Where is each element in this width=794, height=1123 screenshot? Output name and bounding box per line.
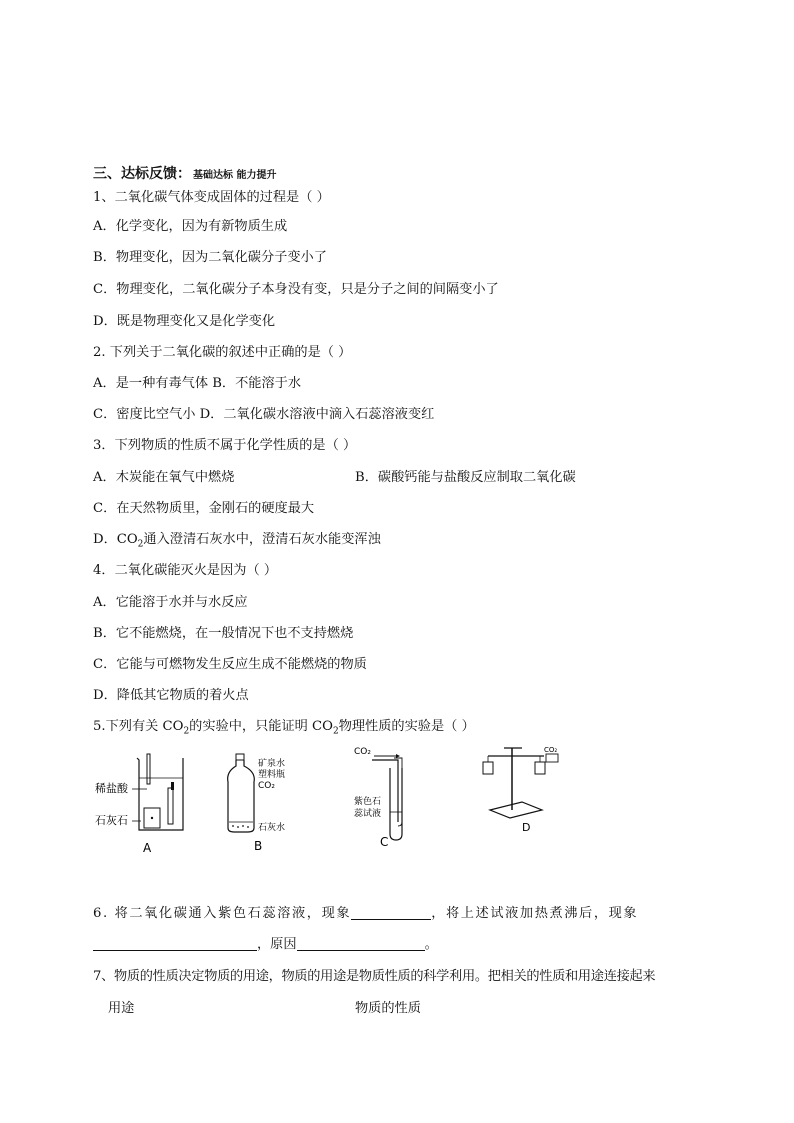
q6-blank-phenomenon2[interactable] bbox=[93, 936, 257, 951]
figure-a-beaker bbox=[95, 748, 195, 858]
q4-option-c: C．它能与可燃物发生反应生成不能燃烧的物质 bbox=[93, 657, 367, 672]
q6-part3: ，原因 bbox=[257, 937, 297, 952]
q2-stem: 2. 下列关于二氧化碳的叙述中正确的是（ ） bbox=[93, 345, 352, 360]
fig-b-label3: CO₂ bbox=[258, 781, 275, 791]
q3-stem: 3．下列物质的性质不属于化学性质的是（ ） bbox=[93, 438, 357, 453]
fig-a-label-stone: 石灰石 bbox=[95, 814, 128, 827]
figure-b-bottle bbox=[222, 752, 302, 852]
fig-c-label2: 蕊试液 bbox=[354, 809, 382, 819]
fig-a-caption: A bbox=[143, 841, 152, 855]
fig-d-label-gas: CO₂ bbox=[544, 746, 558, 754]
q7-text: 7、物质的性质决定物质的用途，物质的用途是物质性质的科学利用。把相关的性质和用途连接起来 bbox=[93, 969, 656, 984]
fig-c-label-gas: CO₂ bbox=[354, 747, 371, 757]
q6-line1 bbox=[93, 905, 638, 923]
q5-stem-part1: 5.下列有关 CO bbox=[93, 719, 184, 734]
q3-option-d bbox=[93, 531, 381, 554]
q1-option-b: B．物理变化，因为二氧化碳分子变小了 bbox=[93, 250, 327, 265]
q2-options-cd: C．密度比空气小 D．二氧化碳水溶液中滴入石蕊溶液变红 bbox=[93, 407, 435, 422]
q2-options-ab: A．是一种有毒气体 B．不能溶于水 bbox=[93, 376, 302, 391]
q3-option-c: C．在天然物质里，金刚石的硬度最大 bbox=[93, 501, 315, 516]
fig-b-label1: 矿泉水 bbox=[258, 759, 286, 769]
q1-option-d: D．既是物理变化又是化学变化 bbox=[93, 314, 276, 329]
q6-blank-reason[interactable] bbox=[297, 936, 425, 951]
q5-stem-sub1: 2 bbox=[183, 726, 190, 737]
q3-d-suffix: 通入澄清石灰水中，澄清石灰水能变浑浊 bbox=[143, 532, 381, 547]
fig-b-label4: 石灰水 bbox=[258, 823, 286, 833]
q6-part2: ，将上述试液加热煮沸后，现象 bbox=[431, 906, 639, 921]
q6-part4: 。 bbox=[424, 937, 438, 952]
figure-c-test-tube bbox=[352, 742, 432, 852]
fig-d-caption: D bbox=[522, 821, 531, 834]
q7-column-property: 物质的性质 bbox=[355, 1001, 421, 1016]
q6-blank-phenomenon1[interactable] bbox=[351, 905, 431, 920]
fig-b-label2: 塑料瓶 bbox=[258, 770, 286, 780]
q1-option-c: C．物理变化，二氧化碳分子本身没有变，只是分子之间的间隔变小了 bbox=[93, 282, 499, 297]
q4-option-b: B．它不能燃烧，在一般情况下也不支持燃烧 bbox=[93, 626, 354, 641]
section-title: 三、达标反馈： bbox=[93, 166, 191, 182]
section-heading bbox=[93, 165, 276, 185]
q5-stem-sub2: 2 bbox=[332, 726, 339, 737]
q5-stem bbox=[93, 718, 475, 741]
q4-option-d: D．降低其它物质的着火点 bbox=[93, 688, 249, 703]
q3-option-a: A．木炭能在氧气中燃烧 bbox=[93, 470, 235, 485]
q5-stem-part2: 的实验中，只能证明 CO bbox=[189, 719, 333, 734]
q4-stem: 4．二氧化碳能灭火是因为（ ） bbox=[93, 563, 278, 578]
fig-c-caption: C bbox=[380, 835, 389, 849]
q6-line2 bbox=[93, 936, 438, 954]
q5-stem-part3: 物理性质的实验是（ ） bbox=[338, 719, 475, 734]
section-subtitle: 基础达标 能力提升 bbox=[193, 170, 277, 181]
q1-option-a: A．化学变化，因为有新物质生成 bbox=[93, 219, 288, 234]
fig-c-label1: 紫色石 bbox=[354, 797, 382, 807]
q6-part1: 6. 将二氧化碳通入紫色石蕊溶液，现象 bbox=[93, 906, 352, 921]
figure-d-balance bbox=[476, 740, 566, 835]
q3-d-subscript: 2 bbox=[137, 539, 144, 550]
q1-stem: 1、二氧化碳气体变成固体的过程是（ ） bbox=[93, 190, 330, 205]
fig-a-label-acid: 稀盐酸 bbox=[95, 782, 128, 795]
q3-option-b: B．碳酸钙能与盐酸反应制取二氧化碳 bbox=[355, 470, 576, 485]
q4-option-a: A．它能溶于水并与水反应 bbox=[93, 595, 248, 610]
fig-b-caption: B bbox=[254, 839, 263, 852]
q7-column-use: 用途 bbox=[108, 1001, 135, 1016]
q3-d-prefix: D．CO bbox=[93, 532, 138, 547]
